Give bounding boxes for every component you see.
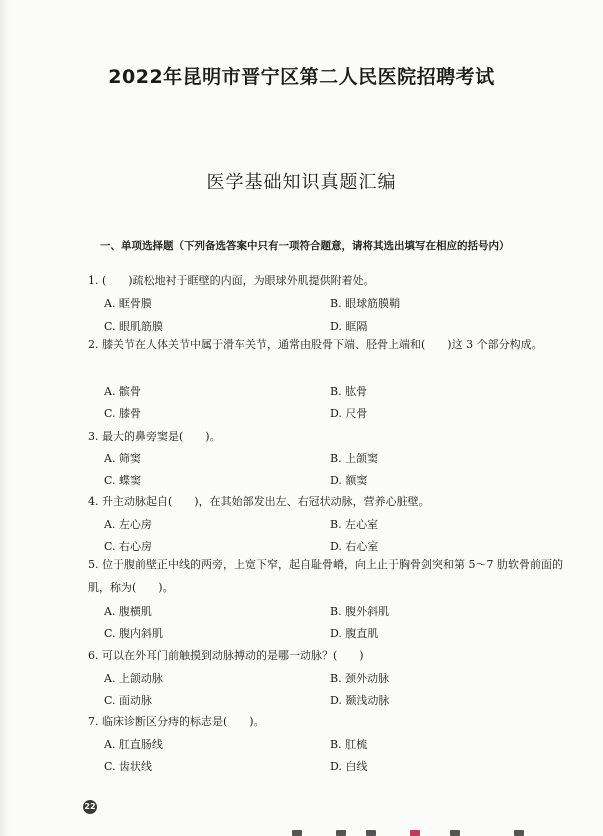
question-2-option-b: B. 肱骨 — [330, 385, 368, 398]
question-6-stem: 6. 可以在外耳门前触摸到动脉搏动的是哪一动脉？( ) — [88, 649, 364, 662]
question-5-option-b: B. 腹外斜肌 — [330, 605, 390, 618]
question-1-option-d: D. 眶隔 — [330, 320, 368, 333]
question-7-option-a: A. 肛直肠线 — [104, 738, 163, 751]
question-6-option-c: C. 面动脉 — [104, 694, 153, 707]
question-1-option-c: C. 眼肌筋膜 — [104, 320, 164, 333]
question-7-option-b: B. 肛梳 — [330, 738, 368, 751]
question-7-option-d: D. 白线 — [330, 760, 368, 773]
question-2-stem: 2. 膝关节在人体关节中属于滑车关节，通常由股骨下端、胫骨上端和( )这 3 个部分构成。 — [88, 338, 543, 351]
question-4-option-b: B. 左心室 — [330, 518, 379, 531]
taskbar-strip — [270, 828, 603, 836]
question-6-option-b: B. 颈外动脉 — [330, 672, 390, 685]
section-heading: 一、单项选择题（下列备选答案中只有一项符合题意，请将其选出填写在相应的括号内） — [100, 240, 510, 252]
taskbar-icon[interactable] — [450, 830, 460, 836]
question-6-option-d: D. 颞浅动脉 — [330, 694, 390, 707]
question-5-option-a: A. 腹横肌 — [104, 605, 152, 618]
question-3-option-a: A. 筛窦 — [104, 452, 141, 465]
taskbar-icon[interactable] — [366, 830, 376, 836]
question-6-option-a: A. 上颌动脉 — [104, 672, 163, 685]
question-5-stem: 5. 位于腹前壁正中线的两旁，上宽下窄，起自耻骨嵴，向上止于胸骨剑突和第 5～7 肋软骨前面的肌，称为( )。 — [88, 558, 563, 594]
taskbar-icon[interactable] — [336, 830, 346, 836]
question-4-option-a: A. 左心房 — [104, 518, 152, 531]
question-7-option-c: C. 齿状线 — [104, 760, 153, 773]
question-2-option-d: D. 尺骨 — [330, 407, 368, 420]
question-4-option-c: C. 右心房 — [104, 540, 153, 553]
question-2-option-c: C. 膝骨 — [104, 407, 142, 420]
question-4-option-d: D. 右心室 — [330, 540, 379, 553]
document-title: 2022年昆明市晋宁区第二人民医院招聘考试 — [108, 66, 495, 88]
question-3-option-b: B. 上颌窦 — [330, 452, 379, 465]
document-subtitle: 医学基础知识真题汇编 — [206, 172, 397, 193]
taskbar-icon[interactable] — [514, 830, 524, 836]
page-number-badge: 22 — [83, 800, 97, 814]
question-2-option-a: A. 髌骨 — [104, 385, 141, 398]
question-5-option-c: C. 腹内斜肌 — [104, 627, 164, 640]
question-4-stem: 4. 升主动脉起自( )，在其始部发出左、右冠状动脉，营养心脏壁。 — [88, 495, 430, 508]
taskbar-icon[interactable] — [292, 830, 302, 836]
taskbar-icon[interactable] — [410, 830, 420, 836]
question-3-option-c: C. 蝶窦 — [104, 474, 142, 487]
question-7-stem: 7. 临床诊断区分痔的标志是( )。 — [88, 715, 265, 728]
question-3-option-d: D. 额窦 — [330, 474, 368, 487]
question-1-option-b: B. 眼球筋膜鞘 — [330, 297, 401, 310]
question-5-option-d: D. 腹直肌 — [330, 627, 379, 640]
question-3-stem: 3. 最大的鼻旁窦是( )。 — [88, 430, 221, 443]
question-1-stem: 1. ( )疏松地衬于眶壁的内面，为眼球外肌提供附着处。 — [88, 274, 375, 287]
question-1-option-a: A. 眶骨膜 — [104, 297, 152, 310]
